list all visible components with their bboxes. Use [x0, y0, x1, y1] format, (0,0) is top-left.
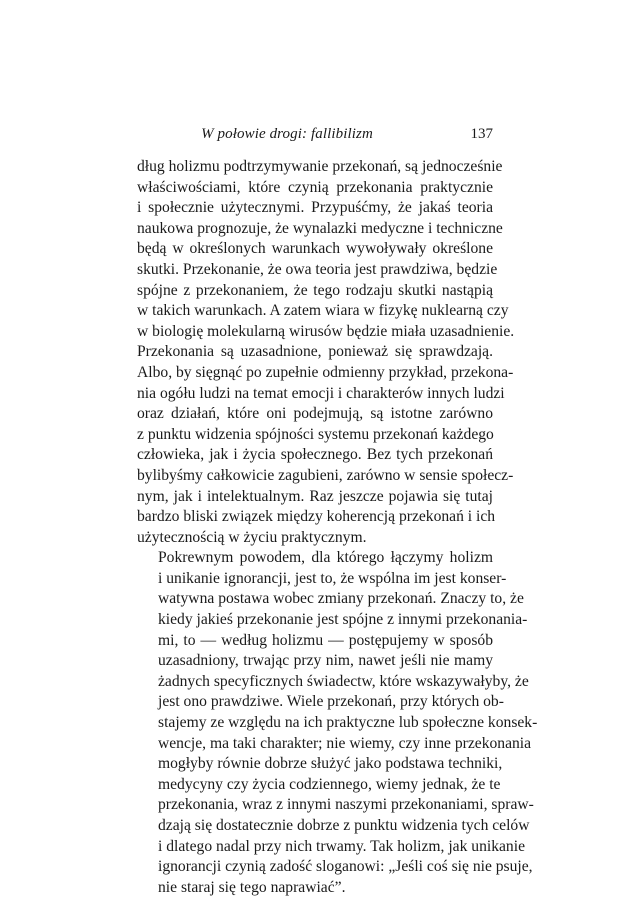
- text-line: medycyny czy życia codziennego, wiemy jednak, że te: [158, 775, 501, 793]
- text-line: Albo, by sięgnąć po zupełnie odmienny przykład, przekona-: [137, 363, 514, 381]
- text-line: użytecznością w życiu praktycznym.: [137, 528, 367, 546]
- running-header: [143, 124, 493, 144]
- text-line: kiedy jakieś przekonanie jest spójne z innymi przekonania-: [158, 611, 528, 629]
- text-line: spójne z przekonaniem, że tego rodzaju skutki nastąpią: [137, 281, 493, 299]
- text-line: mogłyby równie dobrze służyć jako podstawa techniki,: [158, 755, 503, 773]
- page-number: 137: [470, 126, 493, 142]
- text-line: skutki. Przekonanie, że owa teoria jest prawdziwa, będzie: [137, 260, 498, 278]
- text-line: i dlatego nadal przy nich trwamy. Tak holizm, jak unikanie: [158, 837, 525, 855]
- text-line: dzają się dostatecznie dobrze z punktu widzenia tych celów: [158, 817, 530, 834]
- text-line: ignorancji czynią zadość sloganowi: „Jeśli coś się nie psuje,: [158, 858, 533, 876]
- text-line: i społecznie użytecznymi. Przypuśćmy, że jakaś teoria: [137, 199, 493, 217]
- body-text: [137, 157, 538, 898]
- text-line: stajemy ze względu na ich praktyczne lub społeczne konsek-: [158, 714, 538, 732]
- text-line: watywna postawa wobec zmiany przekonań. Znaczy to, że: [158, 590, 524, 608]
- text-line: oraz działań, które oni podejmują, są istotne zarówno: [137, 405, 493, 423]
- text-line: nia ogółu ludzi na temat emocji i charakterów innych ludzi: [137, 384, 505, 402]
- text-line: żadnych specyficznych świadectw, które wskazywałyby, że: [158, 672, 529, 690]
- text-line: przekonania, wraz z innymi naszymi przekonaniami, spraw-: [158, 796, 534, 814]
- text-line: nym, jak i intelektualnym. Raz jeszcze pojawia się tutaj: [137, 487, 493, 505]
- paragraph-1: [137, 157, 515, 548]
- text-line: bardzo bliski związek między koherencją przekonań i ich: [137, 508, 496, 526]
- text-line: mi, to — według holizmu — postępujemy w sposób: [158, 631, 493, 649]
- text-line: człowieka, jak i życia społecznego. Bez tych przekonań: [137, 446, 493, 464]
- text-line: naukowa prognozuje, że wynalazki medyczne i techniczne: [137, 219, 503, 237]
- text-line: będą w określonych warunkach wywoływały określone: [137, 240, 493, 258]
- text-line: dług holizmu podtrzymywanie przekonań, są jednocześnie: [137, 158, 503, 175]
- text-line: w takich warunkach. A zatem wiara w fizykę nuklearną czy: [137, 302, 509, 320]
- text-line: bylibyśmy całkowicie zagubieni, zarówno w sensie społecz-: [137, 466, 514, 484]
- running-title: W połowie drogi: fallibilizm: [201, 126, 373, 142]
- text-line: uzasadniony, trwając przy nim, nawet jeśli nie mamy: [158, 652, 493, 670]
- text-line: i unikanie ignorancji, jest to, że wspólna im jest konser-: [158, 569, 507, 587]
- text-line: nie staraj się tego naprawiać”.: [158, 878, 346, 896]
- text-line: Pokrewnym powodem, dla którego łączymy holizm: [158, 549, 493, 567]
- text-line: właściwościami, które czynią przekonania praktycznie: [137, 178, 493, 196]
- paragraph-2: [137, 548, 538, 898]
- text-line: z punktu widzenia spójności systemu przekonań każdego: [137, 425, 494, 443]
- text-line: jest ono prawdziwe. Wiele przekonań, przy których ob-: [158, 693, 504, 711]
- text-line: Przekonania są uzasadnione, ponieważ się sprawdzają.: [137, 343, 493, 361]
- text-line: wencje, ma taki charakter; nie wiemy, czy inne przekonania: [158, 734, 532, 752]
- text-line: w biologię molekularną wirusów będzie miała uzasadnienie.: [137, 322, 515, 340]
